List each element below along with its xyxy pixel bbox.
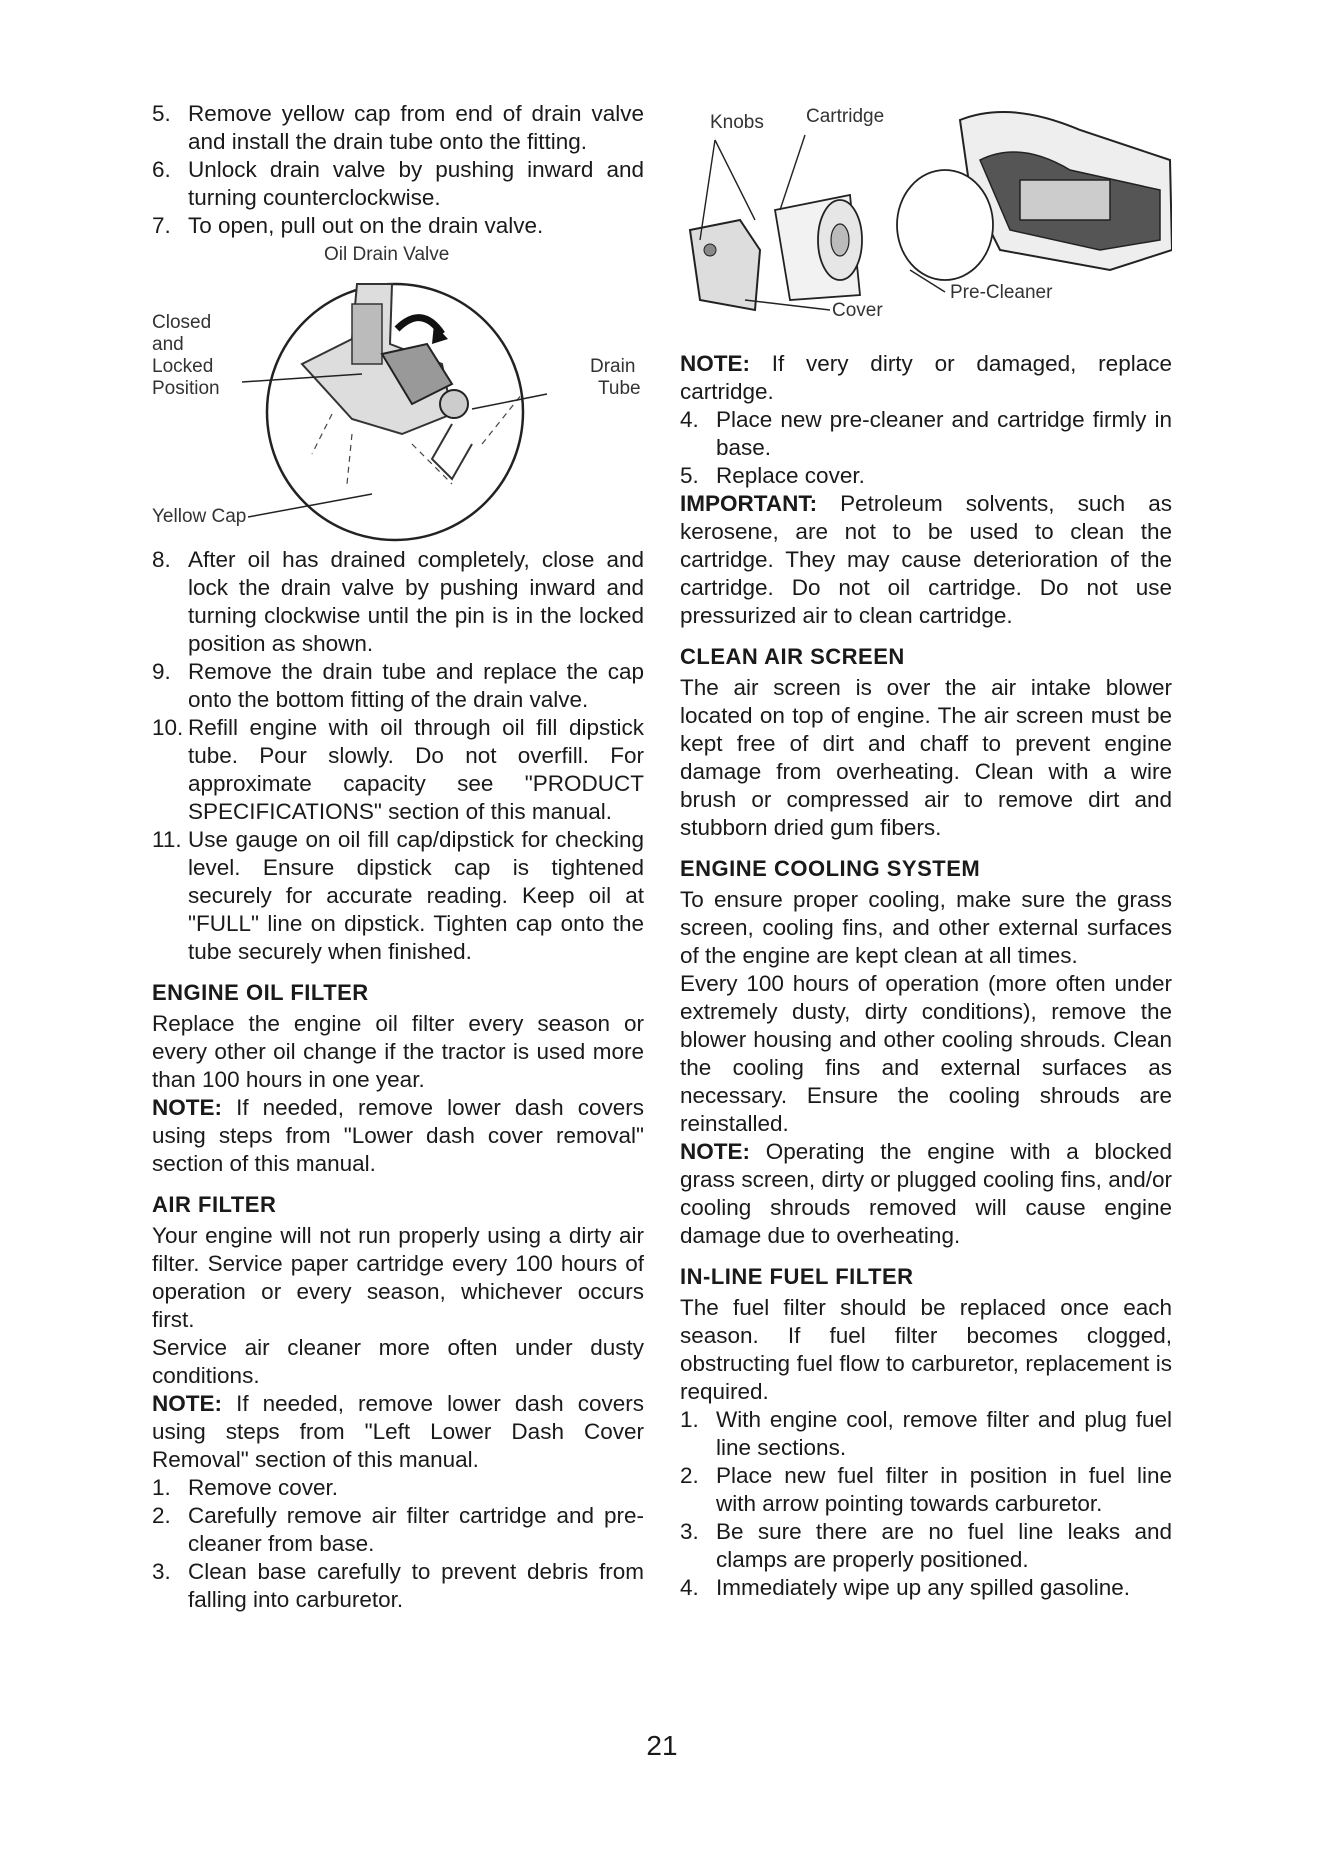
heading-air-filter: AIR FILTER <box>152 1192 277 1217</box>
label-knobs: Knobs <box>710 112 764 133</box>
figure-title: Oil Drain Valve <box>324 244 450 265</box>
right-column <box>680 100 1172 1602</box>
label-position: Position <box>152 378 220 399</box>
drain-steps-a <box>152 100 644 240</box>
air-filter-note: NOTE: If needed, remove lower dash covers using steps from "Left Lower Dash Cover Removal" section of this manual. <box>152 1391 644 1472</box>
air-filter-steps-continued <box>680 406 1172 490</box>
cooling-note: NOTE: Operating the engine with a blocked grass screen, dirty or plugged cooling fins, and/or cooling shrouds removed will cause engine damage due to overheating. <box>680 1139 1172 1248</box>
air-filter-p2: Service air cleaner more often under dusty conditions. <box>152 1335 644 1388</box>
heading-engine-oil-filter: ENGINE OIL FILTER <box>152 980 369 1005</box>
fuel-filter-text: The fuel filter should be replaced once each season. If fuel filter becomes clogged, obstructing fuel flow to carburetor, replacement is required. <box>680 1295 1172 1404</box>
heading-engine-cooling-system: ENGINE COOLING SYSTEM <box>680 856 981 881</box>
list-item: 2. Place new fuel filter in position in fuel line with arrow pointing towards carburetor. <box>680 1463 1172 1516</box>
heading-clean-air-screen: CLEAN AIR SCREEN <box>680 644 905 669</box>
list-item: 1. With engine cool, remove filter and plug fuel line sections. <box>680 1407 1172 1460</box>
list-item: 4. Place new pre-cleaner and cartridge firmly in base. <box>680 407 1172 460</box>
oil-drain-valve-figure <box>152 244 644 546</box>
air-filter-p1: Your engine will not run properly using a dirty air filter. Service paper cartridge every 100 hours of operation or every season, whichever occurs first. <box>152 1223 644 1332</box>
oil-drain-valve-illustration <box>152 244 644 546</box>
air-filter-steps <box>152 1474 644 1614</box>
air-filter-illustration <box>680 100 1172 340</box>
left-column <box>152 100 644 1614</box>
list-item: 11. Use gauge on oil fill cap/dipstick for checking level. Ensure dipstick cap is tightened securely for accurate reading. Keep oil at "FULL" line on dipstick. Tighten cap onto the tube securely when finished. <box>152 827 644 964</box>
label-closed: Closed <box>152 312 212 333</box>
list-item: 8. After oil has drained completely, close and lock the drain valve by pushing inward and turning clockwise until the pin is in the locked position as shown. <box>152 547 644 656</box>
list-item: 9. Remove the drain tube and replace the cap onto the bottom fitting of the drain valve. <box>152 659 644 712</box>
drain-steps-b <box>152 546 644 966</box>
list-item: 4. Immediately wipe up any spilled gasoline. <box>680 1575 1130 1600</box>
list-item: 7. To open, pull out on the drain valve. <box>152 213 544 238</box>
page-number: 21 <box>646 1730 678 1761</box>
fuel-filter-steps <box>680 1406 1172 1602</box>
label-yellow-cap: Yellow Cap <box>152 506 247 527</box>
cooling-p1: To ensure proper cooling, make sure the grass screen, cooling fins, and other external surfaces of the engine are kept clean at all times. <box>680 887 1172 968</box>
oil-filter-text: Replace the engine oil filter every season or every other oil change if the tractor is used more than 100 hours in one year. <box>152 1011 644 1092</box>
label-cartridge: Cartridge <box>806 106 885 127</box>
note-replace-cartridge: NOTE: If very dirty or damaged, replace cartridge. <box>680 351 1172 404</box>
right-flow <box>680 350 1172 1602</box>
list-item: 6. Unlock drain valve by pushing inward and turning counterclockwise. <box>152 157 644 210</box>
important-notice: IMPORTANT: Petroleum solvents, such as kerosene, are not to be used to clean the cartridge. They may cause deterioration of the cartridge. Do not oil cartridge. Do not use pressurized air to clean cartridge. <box>680 491 1172 628</box>
heading-in-line-fuel-filter: IN-LINE FUEL FILTER <box>680 1264 914 1289</box>
label-pre-cleaner: Pre-Cleaner <box>950 282 1053 303</box>
list-item: 1. Remove cover. <box>152 1475 339 1500</box>
list-item: 5. Remove yellow cap from end of drain valve and install the drain tube onto the fitting. <box>152 101 644 154</box>
air-screen-text: The air screen is over the air intake blower located on top of engine. The air screen must be kept free of dirt and chaff to prevent engine damage from overheating. Clean with a wire brush or compressed air to remove dirt and stubborn dried gum fibers. <box>680 675 1172 840</box>
air-filter-figure <box>680 100 1172 340</box>
label-tube: Tube <box>598 378 641 399</box>
cooling-p2: Every 100 hours of operation (more often under extremely dusty, dirty conditions), remove the blower housing and other cooling shrouds. Clean the cooling fins and external surfaces as necessary. Ensure the cooling shrouds are reinstalled. <box>680 971 1172 1136</box>
label-cover: Cover <box>832 300 883 321</box>
list-item: 3. Be sure there are no fuel line leaks and clamps are properly positioned. <box>680 1519 1172 1572</box>
label-drain: Drain <box>590 356 636 377</box>
list-item: 3. Clean base carefully to prevent debris from falling into carburetor. <box>152 1559 644 1612</box>
oil-filter-note: NOTE: If needed, remove lower dash covers using steps from "Lower dash cover removal" section of this manual. <box>152 1095 644 1176</box>
list-item: 5. Replace cover. <box>680 463 865 488</box>
label-locked: Locked <box>152 356 214 377</box>
label-and: and <box>152 334 184 355</box>
list-item: 10. Refill engine with oil through oil fill dipstick tube. Pour slowly. Do not overfill. For approximate capacity see "PRODUCT SPECIFICATIONS" section of this manual. <box>152 715 644 824</box>
list-item: 2. Carefully remove air filter cartridge and pre-cleaner from base. <box>152 1503 644 1556</box>
